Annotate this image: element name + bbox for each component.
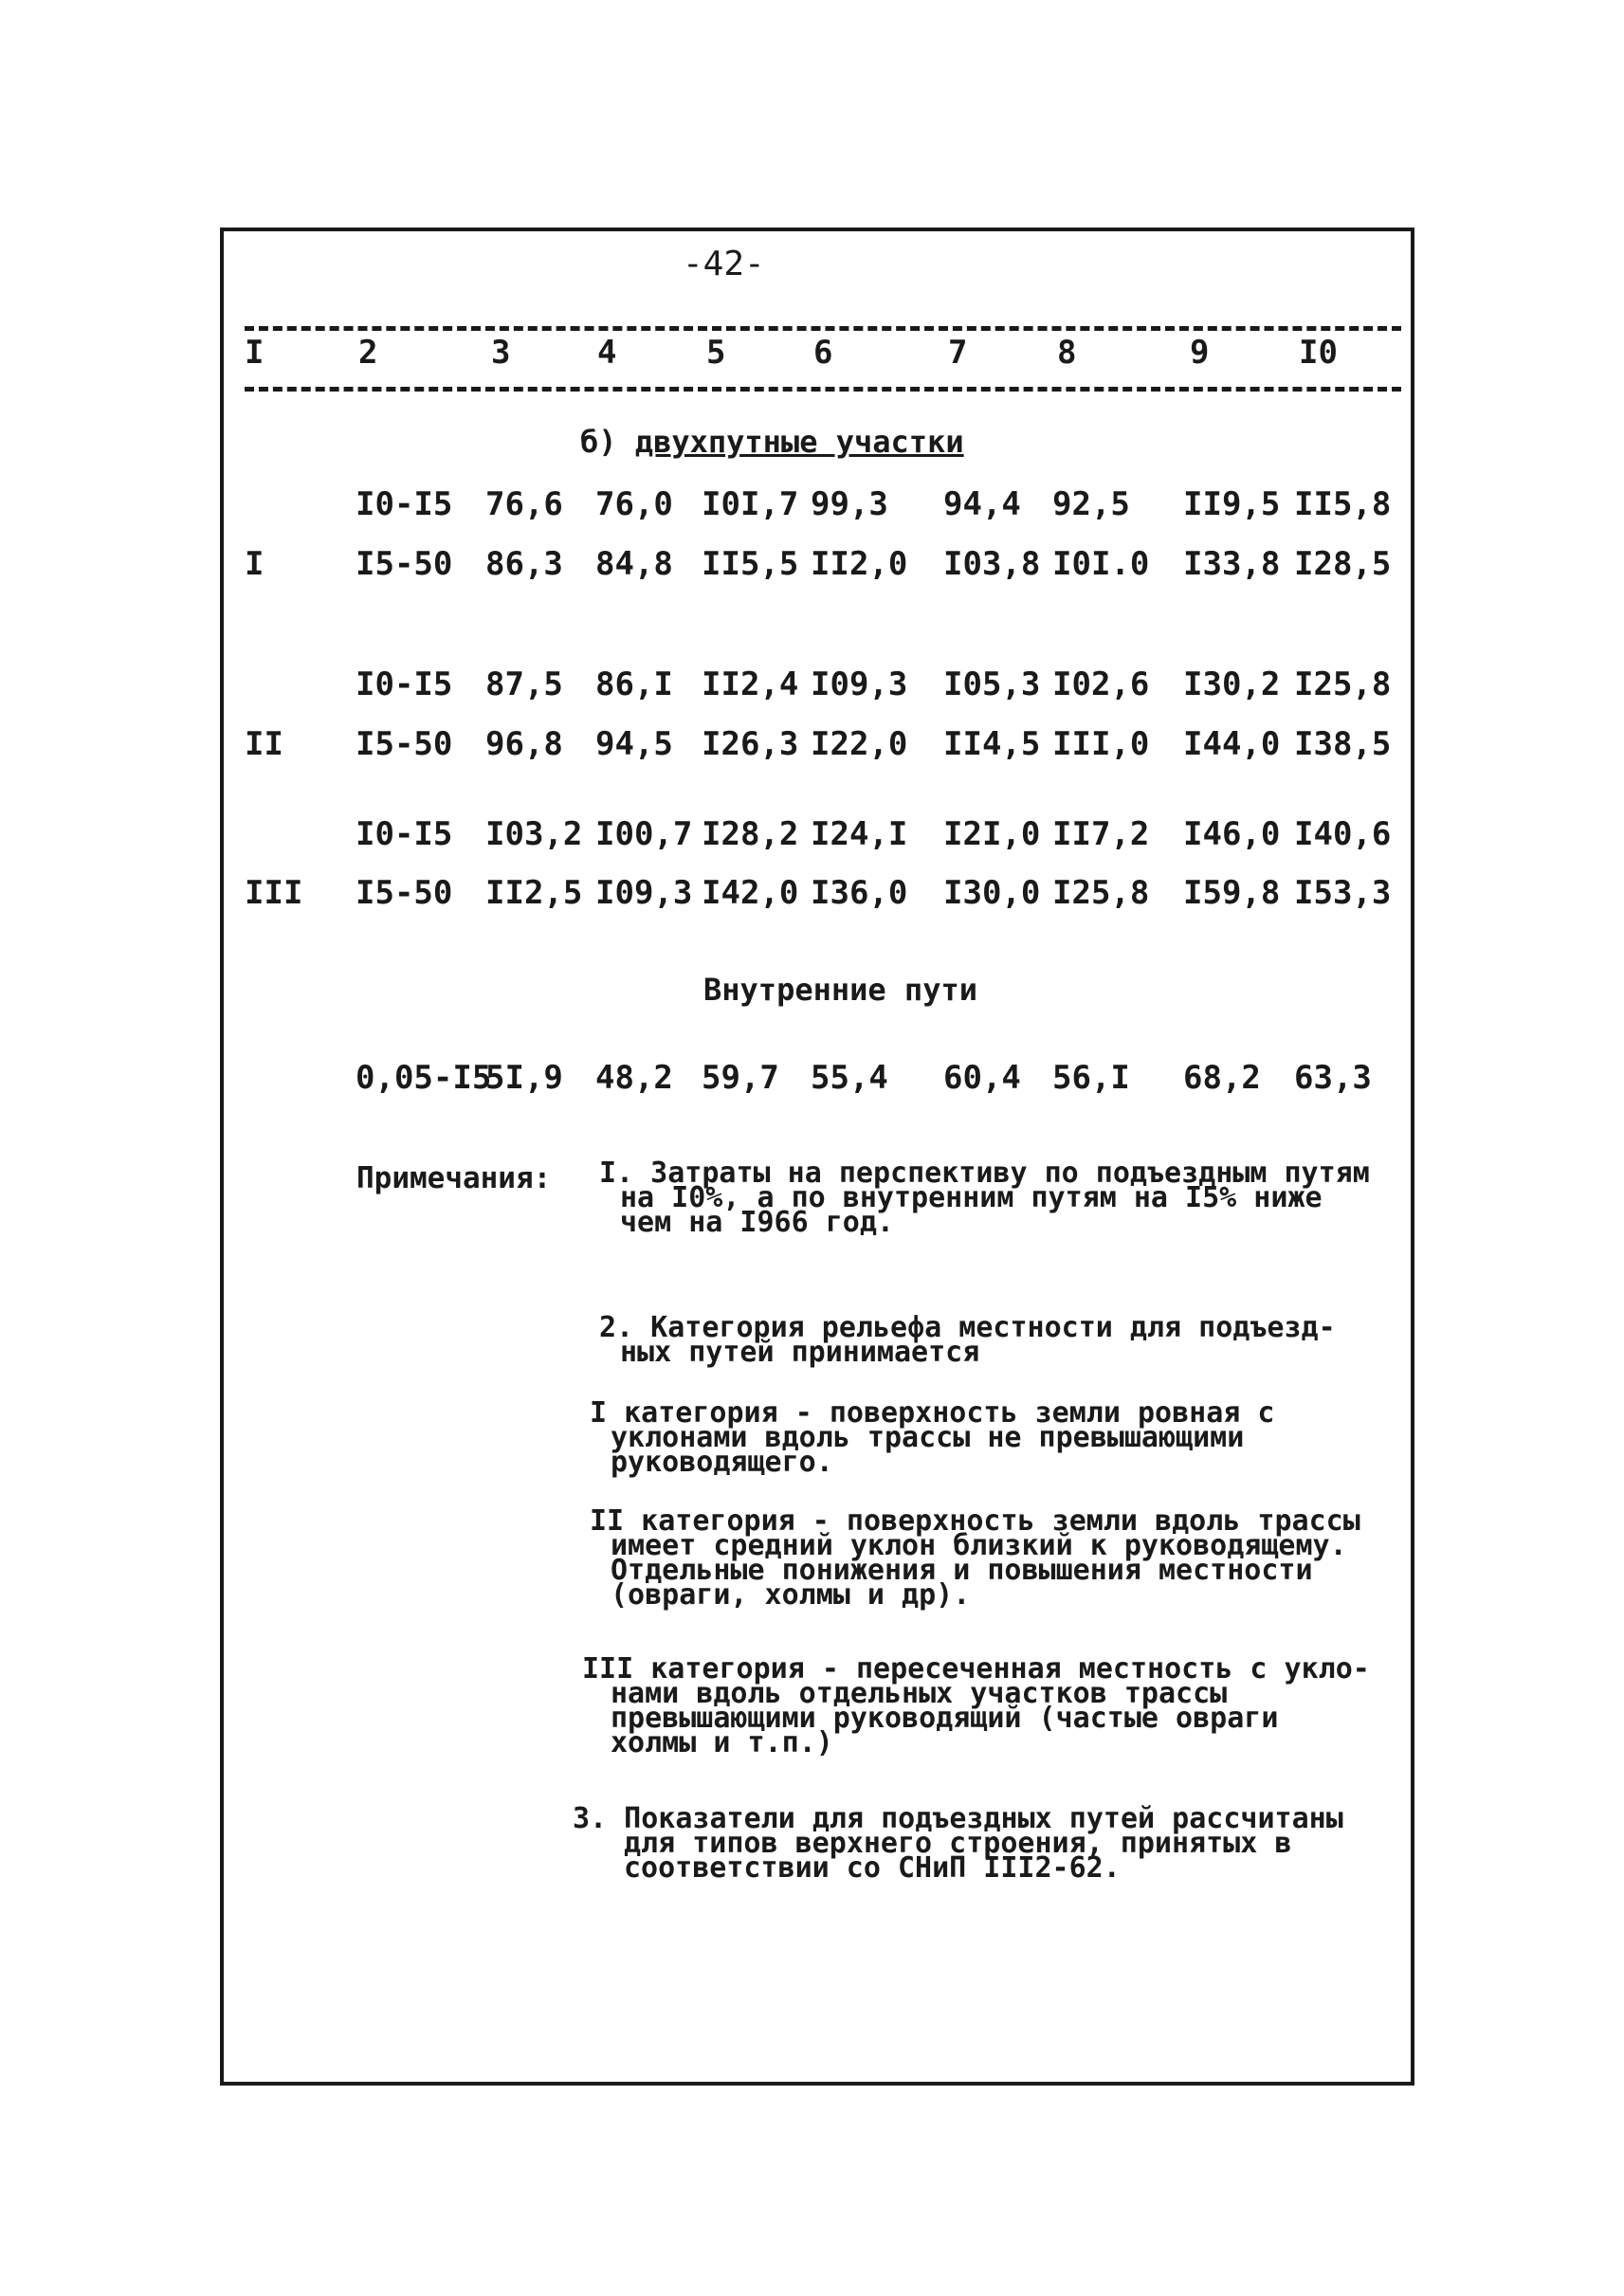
value-cell: 63,3 bbox=[1294, 1059, 1372, 1097]
value-cell: II5,5 bbox=[702, 545, 799, 583]
value-cell: 94,4 bbox=[943, 485, 1021, 523]
value-cell: I03,8 bbox=[943, 545, 1041, 583]
value-cell: I36,0 bbox=[811, 874, 908, 912]
value-cell: 87,5 bbox=[485, 665, 563, 703]
value-cell: I02,6 bbox=[1052, 665, 1150, 703]
value-cell: I59,8 bbox=[1183, 874, 1281, 912]
value-cell: I28,5 bbox=[1294, 545, 1392, 583]
header-bottom-rule bbox=[245, 387, 1401, 392]
value-cell: I2I,0 bbox=[943, 815, 1041, 853]
page-number: -42- bbox=[683, 245, 765, 283]
value-cell: I46,0 bbox=[1183, 815, 1281, 853]
value-cell: II2,0 bbox=[811, 545, 908, 583]
row-range-cell: I0-I5 bbox=[356, 665, 453, 703]
value-cell: I22,0 bbox=[811, 725, 908, 763]
value-cell: 76,6 bbox=[485, 485, 563, 523]
section-title-text: двухпутные участки bbox=[634, 424, 964, 460]
row-range-cell: I5-50 bbox=[356, 874, 453, 912]
column-header: 2 bbox=[358, 334, 378, 372]
value-cell: I0I,7 bbox=[702, 485, 799, 523]
column-header: 5 bbox=[706, 334, 726, 372]
value-cell: I38,5 bbox=[1294, 725, 1392, 763]
section-title-prefix: б) bbox=[580, 424, 617, 460]
value-cell: 99,3 bbox=[811, 485, 888, 523]
value-cell: 5I,9 bbox=[485, 1059, 563, 1097]
column-header: 7 bbox=[948, 334, 968, 372]
row-range-cell: I5-50 bbox=[356, 725, 453, 763]
note-1: I. Затраты на перспективу по подъездным путям на I0%, а по внутренним путям на I5% ниже чем на I966 год. bbox=[599, 1157, 1370, 1239]
note-2-category-1: I категория - поверхность земли ровная с уклонами вдоль трассы не превышающими руководящего. bbox=[590, 1396, 1275, 1479]
notes-label: Примечания: bbox=[356, 1161, 552, 1195]
value-cell: I33,8 bbox=[1183, 545, 1281, 583]
note-3: 3. Показатели для подъездных путей рассчитаны для типов верхнего строения, принятых в соответствии со СНиП III2-62. bbox=[573, 1802, 1343, 1885]
value-cell: I28,2 bbox=[702, 815, 799, 853]
value-cell: II2,5 bbox=[485, 874, 583, 912]
value-cell: I26,3 bbox=[702, 725, 799, 763]
category-label: III bbox=[245, 874, 303, 912]
note-2-category-2: II категория - поверхность земли вдоль трассы имеет средний уклон близкий к руководящему. Отдельные понижения и повышения местности (овраги, холмы и др). bbox=[590, 1504, 1360, 1612]
value-cell: I05,3 bbox=[943, 665, 1041, 703]
header-top-rule bbox=[245, 326, 1401, 331]
value-cell: II4,5 bbox=[943, 725, 1041, 763]
value-cell: 68,2 bbox=[1183, 1059, 1261, 1097]
column-header: 8 bbox=[1057, 334, 1077, 372]
inner-tracks-title: Внутренние пути bbox=[703, 972, 977, 1008]
value-cell: 92,5 bbox=[1052, 485, 1130, 523]
value-cell: 96,8 bbox=[485, 725, 563, 763]
value-cell: 60,4 bbox=[943, 1059, 1021, 1097]
column-header: 3 bbox=[491, 334, 511, 372]
value-cell: I00,7 bbox=[595, 815, 693, 853]
value-cell: 86,I bbox=[595, 665, 673, 703]
value-cell: I24,I bbox=[811, 815, 908, 853]
value-cell: I30,2 bbox=[1183, 665, 1281, 703]
row-range-cell: I0-I5 bbox=[356, 485, 453, 523]
value-cell: II9,5 bbox=[1183, 485, 1281, 523]
value-cell: I25,8 bbox=[1294, 665, 1392, 703]
value-cell: 94,5 bbox=[595, 725, 673, 763]
category-label: II bbox=[245, 725, 283, 763]
value-cell: I40,6 bbox=[1294, 815, 1392, 853]
category-label: I bbox=[245, 545, 265, 583]
section-title bbox=[580, 424, 964, 460]
row-range-cell: I5-50 bbox=[356, 545, 453, 583]
value-cell: I25,8 bbox=[1052, 874, 1150, 912]
value-cell: 59,7 bbox=[702, 1059, 779, 1097]
column-header: I bbox=[245, 334, 265, 372]
value-cell: 56,I bbox=[1052, 1059, 1130, 1097]
value-cell: I09,3 bbox=[811, 665, 908, 703]
note-2: 2. Категория рельефа местности для подъезд- ных путей принимается bbox=[599, 1311, 1336, 1369]
value-cell: II2,4 bbox=[702, 665, 799, 703]
note-2-category-3: III категория - пересеченная местность с укло- нами вдоль отдельных участков трассы превышающими руководящий (частые овраги холмы и т.п.) bbox=[582, 1652, 1370, 1759]
value-cell: I42,0 bbox=[702, 874, 799, 912]
value-cell: 48,2 bbox=[595, 1059, 673, 1097]
value-cell: I03,2 bbox=[485, 815, 583, 853]
value-cell: I0I.0 bbox=[1052, 545, 1150, 583]
column-header: I0 bbox=[1299, 334, 1338, 372]
value-cell: 84,8 bbox=[595, 545, 673, 583]
value-cell: I53,3 bbox=[1294, 874, 1392, 912]
value-cell: II5,8 bbox=[1294, 485, 1392, 523]
value-cell: I44,0 bbox=[1183, 725, 1281, 763]
value-cell: 76,0 bbox=[595, 485, 673, 523]
row-range-cell: I0-I5 bbox=[356, 815, 453, 853]
value-cell: 55,4 bbox=[811, 1059, 888, 1097]
value-cell: I30,0 bbox=[943, 874, 1041, 912]
value-cell: I09,3 bbox=[595, 874, 693, 912]
column-header: 9 bbox=[1190, 334, 1210, 372]
value-cell: 86,3 bbox=[485, 545, 563, 583]
value-cell: II7,2 bbox=[1052, 815, 1150, 853]
value-cell: III,0 bbox=[1052, 725, 1150, 763]
column-header: 4 bbox=[597, 334, 617, 372]
row-range-cell: 0,05-I5 bbox=[356, 1059, 492, 1097]
column-header: 6 bbox=[813, 334, 833, 372]
